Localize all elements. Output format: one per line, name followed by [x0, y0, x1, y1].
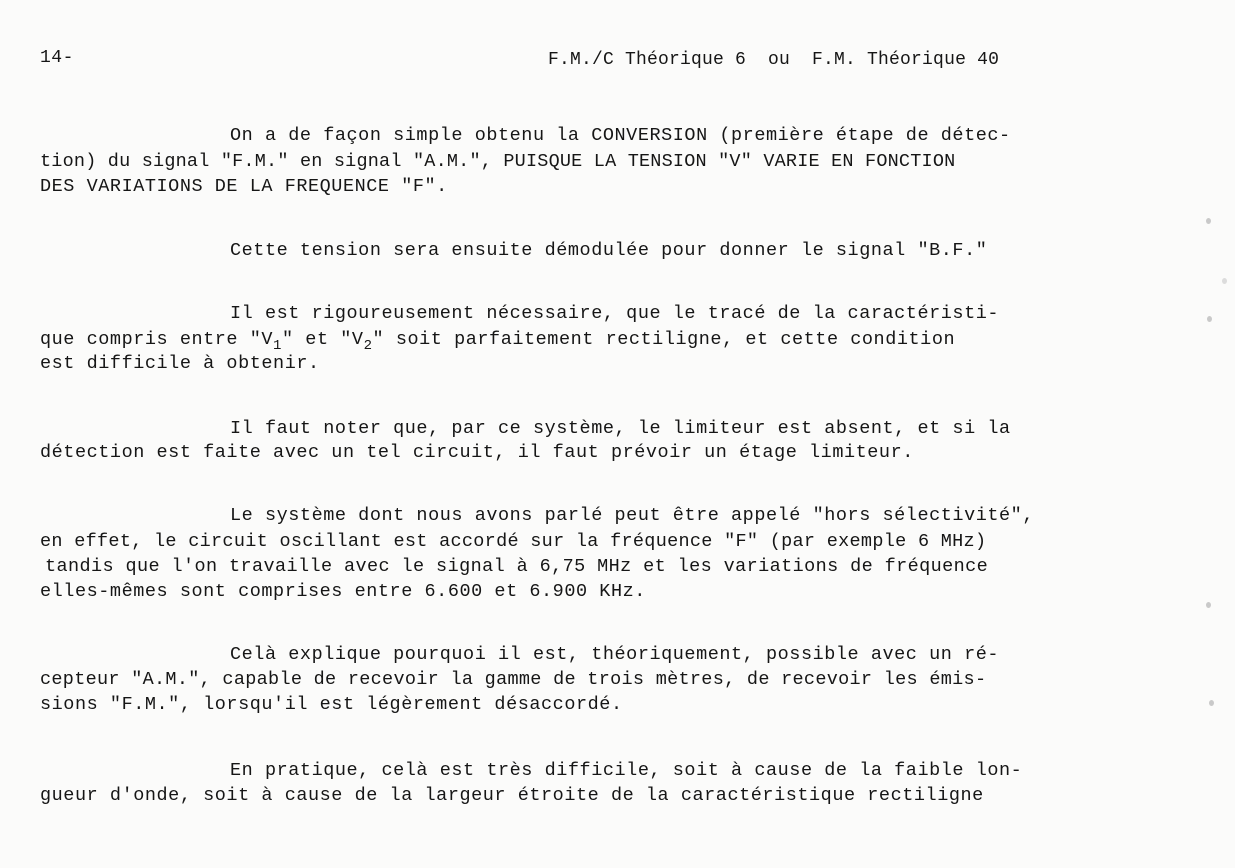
text-line: gueur d'onde, soit à cause de la largeur étroite de la caractéristique rectiligne	[40, 785, 984, 806]
running-title: F.M./C Théorique 6 ou F.M. Théorique 40	[548, 50, 1000, 70]
text-line: DES VARIATIONS DE LA FREQUENCE "F".	[40, 176, 448, 197]
text-fragment: " soit parfaitement rectiligne, et cette condition	[372, 329, 956, 350]
text-line: est difficile à obtenir.	[40, 353, 320, 374]
subscript-v1: 1	[273, 338, 282, 354]
text-line: détection est faite avec un tel circuit, il faut prévoir un étage limiteur.	[40, 442, 914, 463]
text-line: tandis que l'on travaille avec le signal à 6,75 MHz et les variations de fréquence	[45, 556, 989, 577]
text-line: En pratique, celà est très difficile, soit à cause de la faible lon-	[230, 760, 1023, 781]
text-line: Le système dont nous avons parlé peut être appelé "hors sélectivité",	[230, 505, 1034, 526]
text-line: Cette tension sera ensuite démodulée pour donner le signal "B.F."	[230, 240, 988, 261]
scan-speck	[1206, 218, 1211, 224]
text-line: tion) du signal "F.M." en signal "A.M.", PUISQUE LA TENSION "V" VARIE EN FONCTION	[40, 151, 956, 172]
subscript-v2: 2	[363, 338, 373, 354]
text-line: cepteur "A.M.", capable de recevoir la gamme de trois mètres, de recevoir les émis-	[40, 669, 987, 690]
text-line: Il faut noter que, par ce système, le limiteur est absent, et si la	[230, 418, 1011, 439]
scan-speck	[1206, 602, 1211, 608]
scan-speck	[1207, 316, 1212, 322]
text-line: On a de façon simple obtenu la CONVERSION (première étape de détec-	[230, 125, 1011, 146]
text-fragment: " et "V	[282, 329, 364, 350]
text-line: elles-mêmes sont comprises entre 6.600 et 6.900 KHz.	[40, 581, 646, 602]
text-fragment: que compris entre "V	[40, 329, 274, 350]
text-line-with-subscripts	[40, 329, 956, 354]
scan-speck	[1222, 278, 1227, 284]
text-line: sions "F.M.", lorsqu'il est légèrement désaccordé.	[40, 694, 623, 715]
scan-speck	[1209, 700, 1214, 706]
text-line: Celà explique pourquoi il est, théoriquement, possible avec un ré-	[230, 644, 1000, 665]
text-line: en effet, le circuit oscillant est accordé sur la fréquence "F" (par exemple 6 MHz)	[40, 531, 987, 552]
text-line: Il est rigoureusement nécessaire, que le tracé de la caractéristi-	[230, 303, 1000, 324]
page-number: 14-	[40, 48, 74, 68]
